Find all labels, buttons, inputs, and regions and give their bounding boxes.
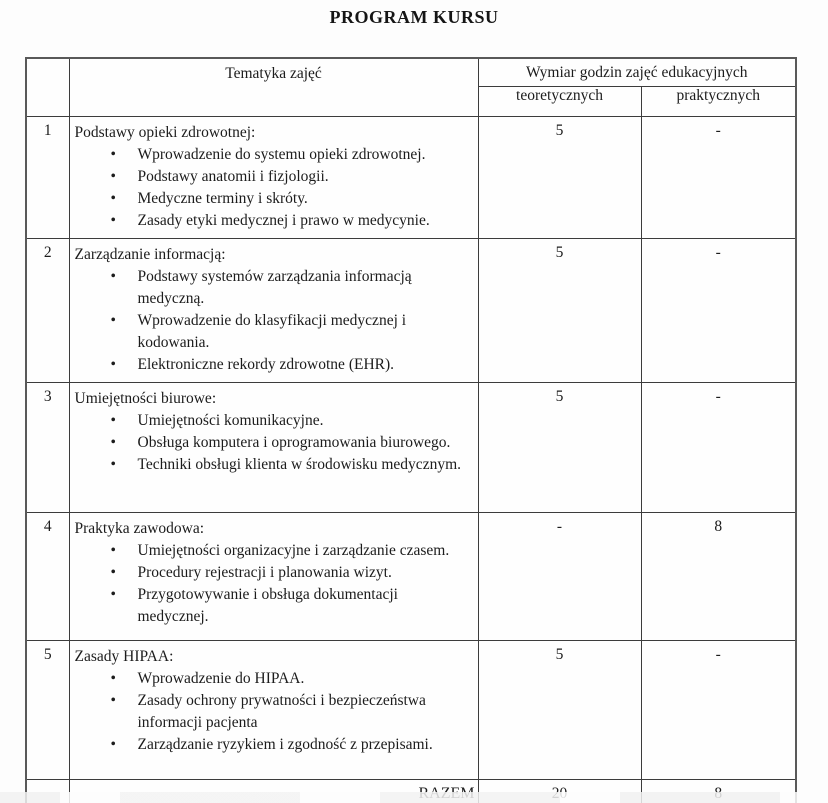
topic-title: Zarządzanie informacją: xyxy=(74,245,226,263)
topic-bullet-list xyxy=(108,540,474,628)
header-hours-group: Wymiar godzin zajęć edukacyjnych xyxy=(478,58,796,86)
topic-bullet: • Procedury rejestracji i planowania wizyt. xyxy=(108,562,473,584)
hours-theoretical: 5 xyxy=(478,382,641,512)
row-number: 3 xyxy=(26,382,69,512)
topic-bullet-list xyxy=(108,266,474,376)
row-number: 1 xyxy=(26,116,69,238)
topic-bullet-list xyxy=(108,668,474,756)
topic-bullet: • Elektroniczne rekordy zdrowotne (EHR). xyxy=(108,354,473,376)
header-practical: praktycznych xyxy=(641,86,796,116)
topic-bullet: • Umiejętności komunikacyjne. xyxy=(108,410,473,432)
page-title: PROGRAM KURSU xyxy=(329,7,499,27)
table-row xyxy=(26,238,796,382)
table-row xyxy=(26,512,796,640)
header-topic: Tematyka zajęć xyxy=(69,58,478,116)
topic-bullet-list xyxy=(108,144,474,232)
topic-bullet: • Wprowadzenie do systemu opieki zdrowotnej. xyxy=(108,144,473,166)
hours-practical: - xyxy=(641,116,796,238)
hours-practical: - xyxy=(641,640,796,779)
topic-cell xyxy=(69,512,478,640)
topic-bullet: • Wprowadzenie do klasyfikacji medycznej i kodowania. xyxy=(108,310,473,354)
topic-bullet: • Podstawy anatomii i fizjologii. xyxy=(108,166,473,188)
hours-theoretical: 5 xyxy=(478,238,641,382)
topic-bullet: • Przygotowywanie i obsługa dokumentacji medycznej. xyxy=(108,584,473,628)
table-row xyxy=(26,116,796,238)
hours-theoretical: - xyxy=(478,512,641,640)
table-header xyxy=(26,58,796,116)
hours-practical: - xyxy=(641,238,796,382)
row-number: 4 xyxy=(26,512,69,640)
header-number-cell xyxy=(26,58,69,116)
topic-title: Podstawy opieki zdrowotnej: xyxy=(74,123,256,141)
topic-bullet-list xyxy=(108,410,474,476)
scan-artifact-strip xyxy=(0,792,828,803)
topic-cell xyxy=(69,116,478,238)
course-program-table xyxy=(25,57,797,803)
row-number: 5 xyxy=(26,640,69,779)
table-row xyxy=(26,382,796,512)
topic-title: Zasady HIPAA: xyxy=(74,647,174,665)
topic-bullet: • Zasady etyki medycznej i prawo w medycynie. xyxy=(108,210,473,232)
topic-bullet: • Medyczne terminy i skróty. xyxy=(108,188,473,210)
hours-theoretical: 5 xyxy=(478,116,641,238)
topic-cell xyxy=(69,238,478,382)
topic-bullet: • Zarządzanie ryzykiem i zgodność z przepisami. xyxy=(108,734,473,756)
header-theoretical: teoretycznych xyxy=(478,86,641,116)
topic-bullet: • Umiejętności organizacyjne i zarządzanie czasem. xyxy=(108,540,473,562)
hours-practical: - xyxy=(641,382,796,512)
topic-cell xyxy=(69,382,478,512)
topic-bullet: • Zasady ochrony prywatności i bezpieczeństwa informacji pacjenta xyxy=(108,690,473,734)
row-number: 2 xyxy=(26,238,69,382)
hours-practical: 8 xyxy=(641,512,796,640)
topic-bullet: • Techniki obsługi klienta w środowisku medycznym. xyxy=(108,454,473,476)
topic-title: Umiejętności biurowe: xyxy=(74,389,217,407)
topic-bullet: • Wprowadzenie do HIPAA. xyxy=(108,668,473,690)
topic-title: Praktyka zawodowa: xyxy=(74,519,205,537)
topic-bullet: • Podstawy systemów zarządzania informacją medyczną. xyxy=(108,266,473,310)
topic-cell xyxy=(69,640,478,779)
hours-theoretical: 5 xyxy=(478,640,641,779)
topic-bullet: • Obsługa komputera i oprogramowania biurowego. xyxy=(108,432,473,454)
table-row xyxy=(26,640,796,779)
